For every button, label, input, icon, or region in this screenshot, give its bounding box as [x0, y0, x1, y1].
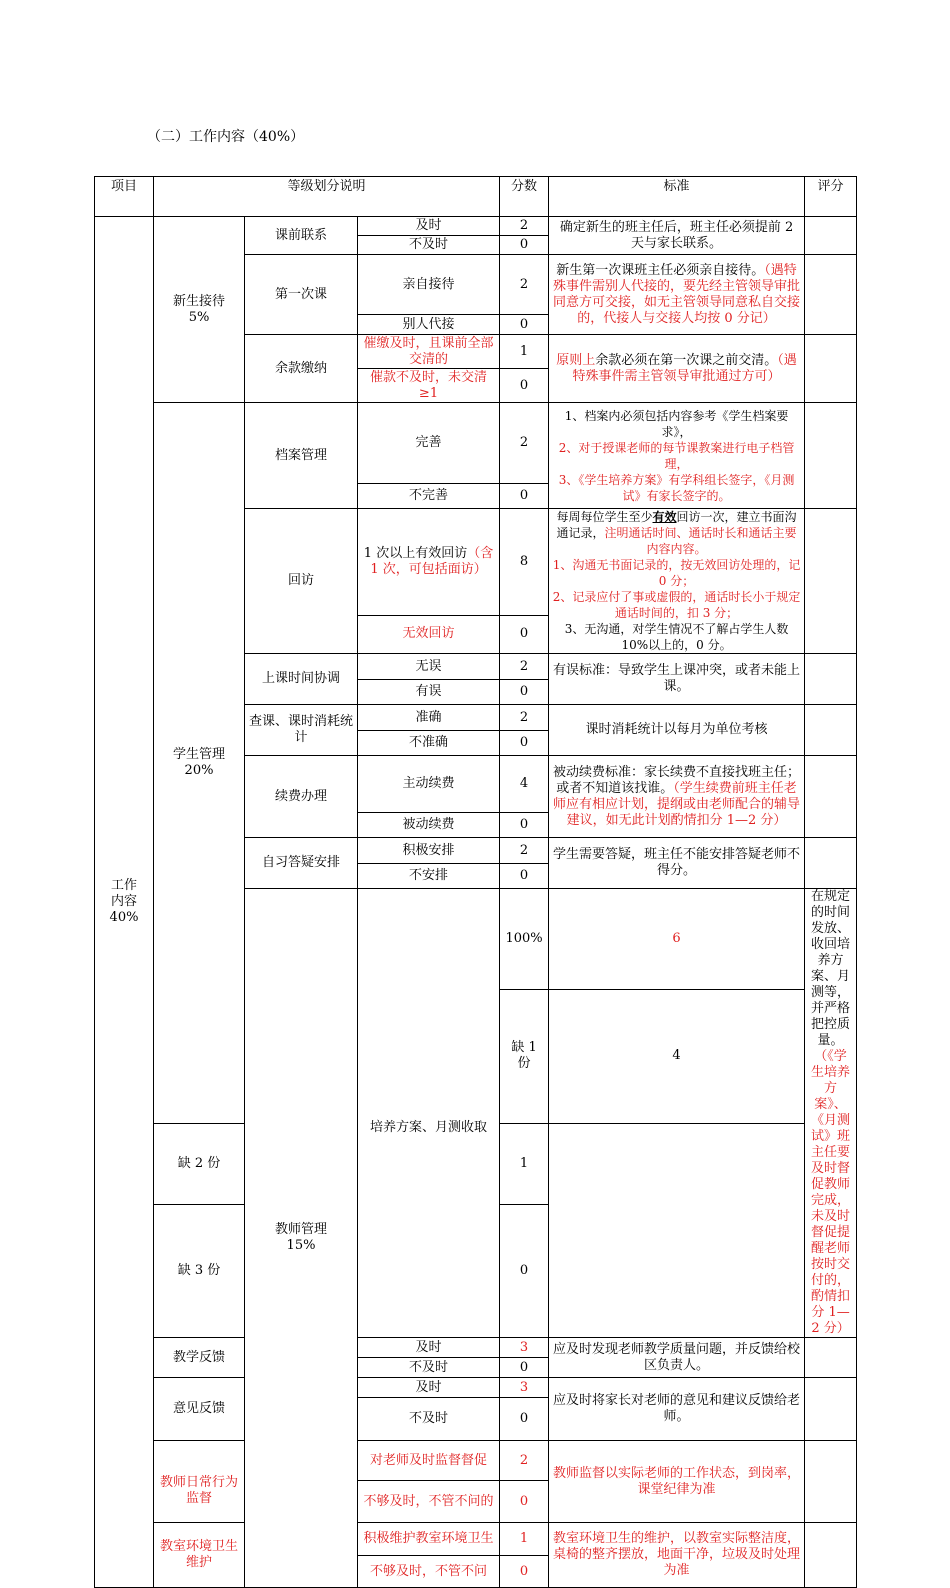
score: 2 [500, 403, 549, 484]
option: 不安排 [358, 864, 500, 889]
table-row [95, 217, 857, 236]
item-label: 教学反馈 [154, 1338, 245, 1378]
option: 催缴及时，且课前全部交清的 [358, 335, 500, 369]
standard-note: 原则上 [556, 352, 596, 368]
score: 1 [500, 1523, 549, 1556]
score: 2 [500, 217, 549, 236]
category-new-student [154, 217, 245, 403]
standard-item: 2、对于授课老师的每节课教案进行电子档管理， [558, 440, 795, 471]
standard [549, 335, 805, 403]
standard-item: 1、档案内必须包括内容参考《学生档案要求》， [564, 408, 789, 439]
table-row [95, 1441, 857, 1481]
score: 0 [500, 615, 549, 653]
score: 6 [549, 889, 805, 990]
standard: 确定新生的班主任后，班主任必须提前 2 天与家长联系。 [549, 217, 805, 255]
option: 积极维护教室环境卫生 [358, 1523, 500, 1556]
option: 不准确 [358, 731, 500, 756]
standard-text: 每周每位学生至少 [556, 510, 653, 524]
option: 不完善 [358, 484, 500, 509]
score: 2 [500, 838, 549, 864]
standard-text: 被动续费标准：家长续费不直接找班主任；或者不知道该找谁。 [553, 764, 801, 796]
rating-cell[interactable] [805, 705, 857, 756]
category-percent: 5% [188, 309, 210, 325]
score: 0 [500, 1358, 549, 1378]
rating-cell[interactable] [805, 654, 857, 705]
header-project: 项目 [95, 177, 154, 217]
standard: 教师监督以实际老师的工作状态，到岗率，课堂纪律为准 [549, 1441, 805, 1523]
option: 及时 [358, 1378, 500, 1398]
option: 缺 2 份 [154, 1123, 245, 1204]
section-line: 内容 [110, 894, 137, 909]
work-content-table [94, 176, 857, 1588]
category-teacher-mgmt [245, 889, 358, 1588]
category-name: 教师管理 [274, 1222, 327, 1237]
item-label: 教师日常行为监督 [154, 1441, 245, 1523]
table-row [95, 403, 857, 484]
standard: 学生需要答疑，班主任不能安排答疑老师不得分。 [549, 838, 805, 889]
option: 有误 [358, 680, 500, 705]
score: 0 [500, 1556, 549, 1588]
score: 4 [549, 990, 805, 1123]
score: 0 [500, 864, 549, 889]
rating-cell[interactable] [805, 509, 857, 654]
option: 缺 1 份 [500, 990, 549, 1123]
option: 缺 3 份 [154, 1204, 245, 1338]
table-header-row [95, 177, 857, 217]
standard: 教室环境卫生的维护，以教室实际整洁度，桌椅的整齐摆放，地面干净，垃圾及时处理为准 [549, 1523, 805, 1588]
item-label: 意见反馈 [154, 1378, 245, 1441]
rating-cell[interactable] [805, 1378, 857, 1441]
score: 8 [500, 509, 549, 616]
header-rating: 评分 [805, 177, 857, 217]
option: 对老师及时监督督促 [358, 1441, 500, 1481]
rating-cell[interactable] [805, 255, 857, 335]
option: 积极安排 [358, 838, 500, 864]
score: 3 [500, 1378, 549, 1398]
standard-note: （《学生培养方案》、《月测试》班主任要及时督促教师完成，未及时督促提醒老师按时交付的，酌情扣分 1—2 分） [811, 1049, 851, 1336]
section-line: 工作 [110, 878, 137, 893]
score: 0 [500, 1204, 549, 1338]
item-label: 档案管理 [245, 403, 358, 509]
option: 无误 [358, 654, 500, 680]
standard-text: 回访一次，建立书面沟通记录， [556, 510, 797, 540]
score: 0 [500, 1481, 549, 1523]
option: 亲自接待 [358, 255, 500, 315]
item-label: 查课、课时消耗统计 [245, 705, 358, 756]
option: 别人代接 [358, 315, 500, 335]
rating-cell[interactable] [805, 838, 857, 889]
section-percent: 40% [109, 910, 139, 925]
score: 1 [500, 1123, 549, 1204]
standard-note: 注明通话时间、通话时长和通话主要内容内容。 [604, 526, 797, 556]
standard-text: 余款必须在第一次课之前交清。 [595, 352, 778, 368]
score: 0 [500, 1398, 549, 1441]
score: 0 [500, 315, 549, 335]
score: 2 [500, 255, 549, 315]
category-student-mgmt [154, 403, 245, 1124]
table-row [95, 1338, 857, 1358]
item-label: 培养方案、月测收取 [358, 889, 500, 1338]
option: 主动续费 [358, 756, 500, 813]
standard: 应及时将家长对老师的意见和建议反馈给老师。 [549, 1378, 805, 1441]
option: 完善 [358, 403, 500, 484]
option-text: 1 次以上有效回访 [363, 545, 468, 561]
standard-text: 在规定的时间发放、收回培养方案、月测等，并严格把控质量。 [811, 889, 851, 1048]
standard-item: 3、《学生培养方案》有学科组长签字，《月测试》有家长签字的。 [558, 472, 795, 503]
rating-cell[interactable] [805, 756, 857, 838]
header-grade-desc: 等级划分说明 [154, 177, 500, 217]
score: 2 [500, 705, 549, 731]
section-cell [95, 217, 154, 1588]
option: 催款不及时，未交清≥1 [358, 369, 500, 403]
item-label: 续费办理 [245, 756, 358, 838]
rating-cell[interactable] [805, 403, 857, 509]
standard: 课时消耗统计以每月为单位考核 [549, 705, 805, 756]
standard-item: 1、沟通无书面记录的，按无效回访处理的，记 0 分； [552, 558, 801, 588]
option: 被动续费 [358, 813, 500, 838]
rating-cell[interactable] [805, 1441, 857, 1523]
option: 不及时 [358, 236, 500, 255]
score: 0 [500, 680, 549, 705]
score: 1 [500, 335, 549, 369]
item-label: 教室环境卫生维护 [154, 1523, 245, 1588]
option: 不及时 [358, 1398, 500, 1441]
item-label: 课前联系 [245, 217, 358, 255]
item-label: 自习答疑安排 [245, 838, 358, 889]
option: 及时 [358, 1338, 500, 1358]
table-row [95, 1523, 857, 1556]
item-label: 上课时间协调 [245, 654, 358, 705]
standard [549, 403, 805, 509]
score: 0 [500, 369, 549, 403]
score: 0 [500, 484, 549, 509]
option: 无效回访 [358, 615, 500, 653]
standard-item: 2、记录应付了事或虚假的，通话时长小于规定通话时间的，扣 3 分； [552, 590, 801, 620]
score: 0 [500, 731, 549, 756]
item-label: 第一次课 [245, 255, 358, 335]
option: 及时 [358, 217, 500, 236]
rating-cell[interactable] [805, 217, 857, 255]
category-percent: 15% [286, 1238, 316, 1253]
standard-emphasis: 有效 [652, 510, 677, 524]
standard: 应及时发现老师教学质量问题，并反馈给校区负责人。 [549, 1338, 805, 1378]
option [358, 509, 500, 616]
rating-cell[interactable] [805, 1523, 857, 1588]
category-name: 新生接待 [172, 293, 225, 309]
standard [549, 509, 805, 654]
standard: 有误标准：导致学生上课冲突，或者未能上课。 [549, 654, 805, 705]
score: 2 [500, 654, 549, 680]
standard [805, 889, 857, 1338]
option: 不够及时，不管不问的 [358, 1481, 500, 1523]
score: 0 [500, 236, 549, 255]
standard-text: 新生第一次课班主任必须亲自接待。 [556, 262, 765, 278]
score: 3 [500, 1338, 549, 1358]
section-heading: （二）工作内容（40%） [147, 129, 305, 145]
standard-note: （遇特殊事件需主管领导审批通过方可） [572, 352, 797, 384]
option: 不够及时，不管不问 [358, 1556, 500, 1588]
option: 不及时 [358, 1358, 500, 1378]
category-name: 学生管理 [172, 746, 225, 762]
category-percent: 20% [184, 762, 214, 778]
header-standard: 标准 [549, 177, 805, 217]
standard-item: 3、无沟通，对学生情况不了解占学生人数 10%以上的，0 分。 [564, 622, 789, 652]
standard [549, 756, 805, 838]
standard [549, 255, 805, 335]
table-row [95, 1378, 857, 1398]
option-note: （含 1 次，可包括面访） [370, 545, 494, 577]
score: 0 [500, 813, 549, 838]
item-label: 回访 [245, 509, 358, 654]
standard-note: （遇特殊事件需别人代接的，要先经主管领导审批同意方可交接，如无主管领导同意私自交接的，代接人与交接人均按 0 分记） [553, 262, 801, 326]
score: 2 [500, 1441, 549, 1481]
option: 100% [500, 889, 549, 990]
item-label: 余款缴纳 [245, 335, 358, 403]
option: 准确 [358, 705, 500, 731]
score: 4 [500, 756, 549, 813]
header-score: 分数 [500, 177, 549, 217]
rating-cell[interactable] [805, 335, 857, 403]
standard-note: （学生续费前班主任老师应有相应计划，提纲或由老师配合的辅导建议，如无此计划酌情扣分 1—2 分） [553, 780, 801, 828]
